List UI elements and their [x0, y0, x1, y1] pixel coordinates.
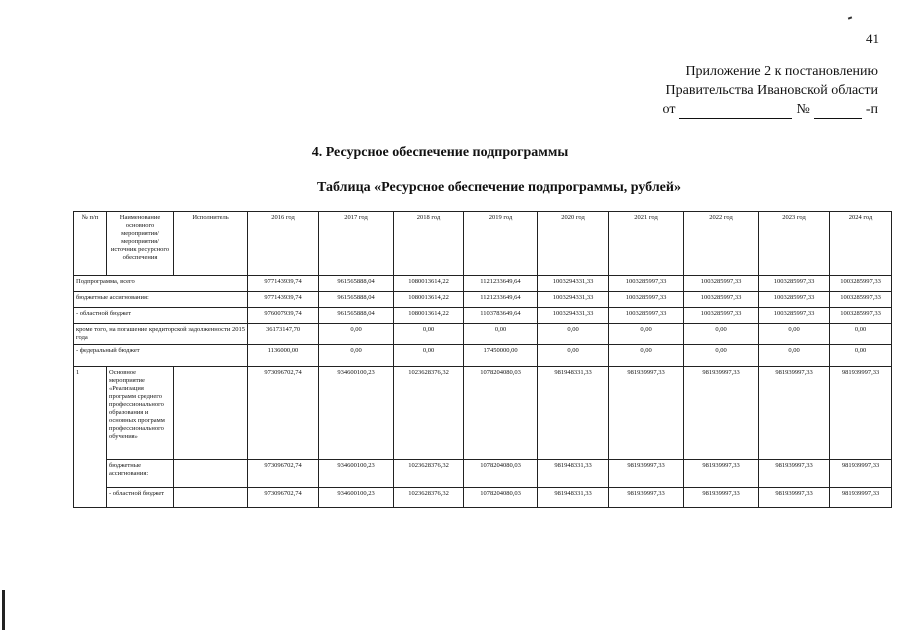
table-cell: 981939997,33: [830, 488, 892, 508]
table-cell: 981939997,33: [609, 367, 684, 460]
table-cell: 1003285997,33: [830, 292, 892, 308]
table-cell: 973096702,74: [248, 460, 319, 488]
table-cell: 0,00: [759, 345, 830, 367]
table-row: [74, 292, 892, 308]
header-year: 2017 год: [319, 212, 394, 276]
subrow-label: - областной бюджет: [107, 488, 174, 508]
table-cell: 0,00: [609, 324, 684, 345]
table-cell: 977143939,74: [248, 276, 319, 292]
table-cell: 1121233649,64: [464, 276, 538, 292]
table-cell: 1080013614,22: [394, 308, 464, 324]
table-cell: 1003294331,33: [538, 276, 609, 292]
table-cell: 934600100,23: [319, 488, 394, 508]
table-cell: 973096702,74: [248, 367, 319, 460]
table-cell: 981939997,33: [830, 367, 892, 460]
table-cell: 981939997,33: [684, 367, 759, 460]
table-cell: 961565888,04: [319, 276, 394, 292]
table-cell: 1103783649,64: [464, 308, 538, 324]
table-cell: 981948331,33: [538, 460, 609, 488]
number-suffix: -п: [865, 102, 878, 117]
number-label: №: [796, 102, 810, 117]
table-cell: 0,00: [538, 324, 609, 345]
activity-num: 1: [74, 367, 107, 508]
table-row: [74, 345, 892, 367]
appendix-line-1: Приложение 2 к постановлению: [685, 64, 878, 79]
table-cell: 0,00: [319, 324, 394, 345]
header-num: № п/п: [74, 212, 107, 276]
table-cell: 976007939,74: [248, 308, 319, 324]
header-year: 2023 год: [759, 212, 830, 276]
table-cell: 1078204080,03: [464, 460, 538, 488]
table-cell: 0,00: [684, 345, 759, 367]
table-cell: 1078204080,03: [464, 367, 538, 460]
header-year: 2020 год: [538, 212, 609, 276]
table-cell: 981939997,33: [830, 460, 892, 488]
table-cell: 1003285997,33: [609, 276, 684, 292]
activity-row: [74, 367, 892, 460]
table-cell: 1136000,00: [248, 345, 319, 367]
table-cell: 36173147,70: [248, 324, 319, 345]
table-cell: 1003285997,33: [759, 292, 830, 308]
table-cell: 17450000,00: [464, 345, 538, 367]
table-cell: 981948331,33: [538, 488, 609, 508]
row-label: - федеральный бюджет: [74, 345, 248, 367]
date-blank: [679, 105, 792, 119]
row-label: Подпрограмма, всего: [74, 276, 248, 292]
table-cell: 1023628376,32: [394, 488, 464, 508]
row-label: бюджетные ассигнования:: [74, 292, 248, 308]
table-cell: 981939997,33: [684, 460, 759, 488]
page-number: 41: [866, 31, 879, 46]
table-cell: 981939997,33: [684, 488, 759, 508]
table-cell: 1023628376,32: [394, 367, 464, 460]
header-name: Наименование основного мероприятия/мероприятия/источник ресурсного обеспечения: [107, 212, 174, 276]
section-title: 4. Ресурсное обеспечение подпрограммы: [311, 145, 569, 160]
number-blank: [814, 105, 862, 119]
subrow-executor: [174, 488, 248, 508]
table-cell: 0,00: [759, 324, 830, 345]
table-cell: 1023628376,32: [394, 460, 464, 488]
table-cell: 1121233649,64: [464, 292, 538, 308]
table-cell: 0,00: [394, 324, 464, 345]
header-year: 2019 год: [464, 212, 538, 276]
table-cell: 1003285997,33: [830, 308, 892, 324]
table-cell: 0,00: [684, 324, 759, 345]
table-cell: 1003285997,33: [830, 276, 892, 292]
header-executor: Исполнитель: [174, 212, 248, 276]
table-cell: 0,00: [609, 345, 684, 367]
table-row: [74, 276, 892, 292]
table-cell: 977143939,74: [248, 292, 319, 308]
table-cell: 0,00: [464, 324, 538, 345]
table-cell: 1003285997,33: [759, 308, 830, 324]
header-year: 2018 год: [394, 212, 464, 276]
table-cell: 1003285997,33: [759, 276, 830, 292]
scan-edge-mark: [2, 590, 5, 630]
table-cell: 961565888,04: [319, 292, 394, 308]
header-row: [74, 212, 892, 276]
table-row: [74, 308, 892, 324]
header-year: 2021 год: [609, 212, 684, 276]
table-cell: 0,00: [394, 345, 464, 367]
activity-executor: [174, 367, 248, 460]
appendix-line-2: Правительства Ивановской области: [665, 83, 878, 98]
table-cell: 1003285997,33: [609, 308, 684, 324]
activity-name: Основное мероприятие «Реализация программ среднего профессионального образования и основных программ профессионального обучения»: [107, 367, 174, 460]
row-label: кроме того, на погашение кредиторской задолженности 2015 года: [74, 324, 248, 345]
table-cell: 981948331,33: [538, 367, 609, 460]
table-cell: 934600100,23: [319, 367, 394, 460]
table-title: Таблица «Ресурсное обеспечение подпрограммы, рублей»: [317, 180, 681, 195]
table-cell: 1003285997,33: [684, 292, 759, 308]
table-cell: 0,00: [830, 324, 892, 345]
table-cell: 973096702,74: [248, 488, 319, 508]
scan-mark: [848, 16, 852, 19]
table-cell: 0,00: [830, 345, 892, 367]
header-year: 2024 год: [830, 212, 892, 276]
table-cell: 1003285997,33: [609, 292, 684, 308]
table-cell: 0,00: [538, 345, 609, 367]
activity-subrow: [74, 460, 892, 488]
table-cell: 981939997,33: [759, 367, 830, 460]
from-label: от: [662, 102, 676, 117]
row-label: - областной бюджет: [74, 308, 248, 324]
table-cell: 0,00: [319, 345, 394, 367]
appendix-date-line: [663, 100, 878, 119]
table-cell: 1003294331,33: [538, 292, 609, 308]
subrow-label: бюджетные ассигнования:: [107, 460, 174, 488]
activity-subrow: [74, 488, 892, 508]
table-cell: 934600100,23: [319, 460, 394, 488]
appendix-header: [663, 62, 878, 119]
header-year: 2022 год: [684, 212, 759, 276]
table-cell: 1003285997,33: [684, 276, 759, 292]
subrow-executor: [174, 460, 248, 488]
table-cell: 1003285997,33: [684, 308, 759, 324]
table-cell: 981939997,33: [609, 488, 684, 508]
table-cell: 1003294331,33: [538, 308, 609, 324]
table-cell: 981939997,33: [609, 460, 684, 488]
header-year: 2016 год: [248, 212, 319, 276]
table-cell: 1080013614,22: [394, 292, 464, 308]
table-cell: 981939997,33: [759, 488, 830, 508]
table-cell: 1080013614,22: [394, 276, 464, 292]
table-cell: 961565888,04: [319, 308, 394, 324]
table-row: [74, 324, 892, 345]
resource-table: [73, 211, 892, 508]
table-cell: 981939997,33: [759, 460, 830, 488]
table-cell: 1078204080,03: [464, 488, 538, 508]
